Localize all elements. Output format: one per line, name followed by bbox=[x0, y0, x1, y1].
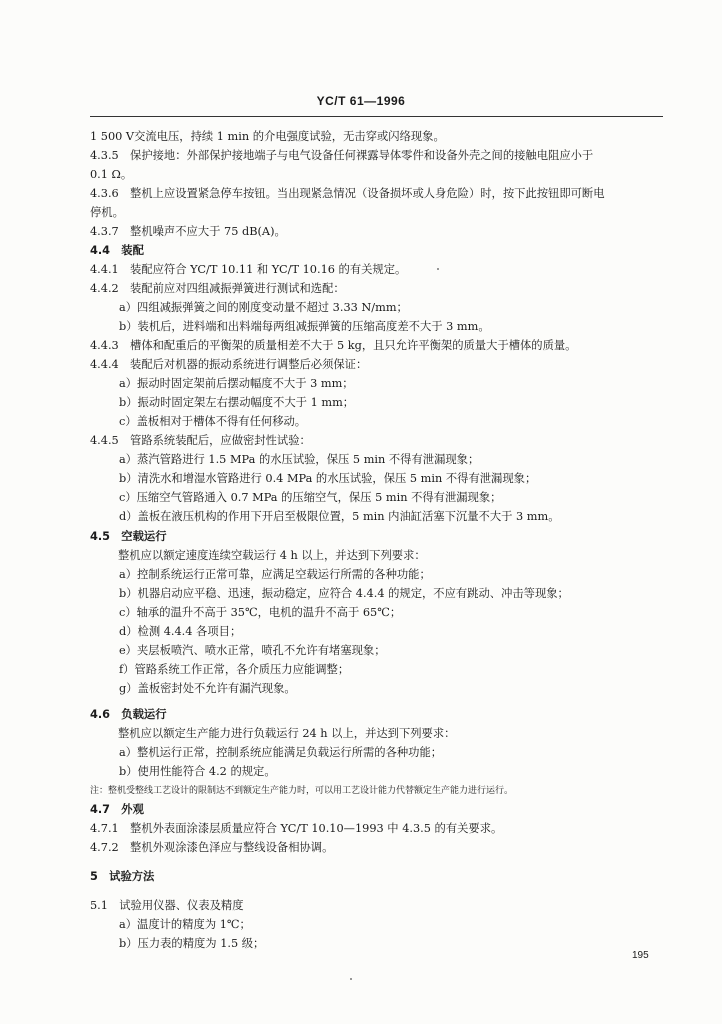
list-item: g）盖板密封处不允许有漏汽现象。 bbox=[119, 682, 296, 695]
clause-5-1: 5.1 试验用仪器、仪表及精度 bbox=[90, 899, 244, 912]
list-item: c）压缩空气管路通入 0.7 MPa 的压缩空气，保压 5 min 不得有泄漏现象； bbox=[119, 491, 502, 504]
clause-4-7-2: 4.7.2 整机外观涂漆色泽应与整线设备相协调。 bbox=[90, 841, 334, 854]
list-item: d）盖板在液压机构的作用下开启至极限位置，5 min 内油缸活塞下沉量不大于 3 mm。 bbox=[119, 510, 560, 523]
clause-4-3-7: 4.3.7 整机噪声不应大于 75 dB(A)。 bbox=[90, 225, 286, 238]
list-item: b）振动时固定架左右摆动幅度不大于 1 mm； bbox=[119, 396, 355, 409]
list-item: e）夹层板喷汽、喷水正常，喷孔不允许有堵塞现象； bbox=[119, 644, 386, 657]
page-header-title: YC/T 61—1996 bbox=[316, 94, 406, 108]
clause-4-7-1: 4.7.1 整机外表面涂漆层质量应符合 YC/T 10.10—1993 中 4.3.5 的有关要求。 bbox=[90, 822, 503, 835]
section-5-heading: 5 试验方法 bbox=[90, 870, 155, 883]
list-item: b）压力表的精度为 1.5 级； bbox=[119, 937, 265, 950]
clause-4-4-3: 4.4.3 槽体和配重后的平衡架的质量相差不大于 5 kg，且只允许平衡架的质量大于槽体的质量。 bbox=[90, 339, 577, 352]
scan-speck bbox=[437, 268, 439, 270]
clause-4-3-6: 4.3.6 整机上应设置紧急停车按钮。当出现紧急情况（设备损坏或人身危险）时，按下此按钮即可断电 bbox=[90, 187, 605, 200]
text-line: 1 500 V交流电压，持续 1 min 的介电强度试验，无击穿或闪络现象。 bbox=[90, 130, 445, 143]
list-item: c）盖板相对于槽体不得有任何移动。 bbox=[119, 415, 307, 428]
list-item: a）温度计的精度为 1℃； bbox=[119, 918, 251, 931]
clause-4-4-2: 4.4.2 装配前应对四组减振弹簧进行测试和选配： bbox=[90, 282, 345, 295]
list-item: b）清洗水和增湿水管路进行 0.4 MPa 的水压试验，保压 5 min 不得有泄漏现象； bbox=[119, 472, 537, 485]
list-item: a）控制系统运行正常可靠，应满足空载运行所需的各种功能； bbox=[119, 568, 431, 581]
paragraph: 整机应以额定生产能力进行负载运行 24 h 以上，并达到下列要求： bbox=[118, 727, 456, 740]
text-line: 0.1 Ω。 bbox=[90, 168, 133, 181]
section-4-4-heading: 4.4 装配 bbox=[90, 244, 144, 257]
paragraph: 整机应以额定速度连续空载运行 4 h 以上，并达到下列要求： bbox=[118, 549, 426, 562]
list-item: d）检测 4.4.4 各项目； bbox=[119, 625, 242, 638]
list-item: a）四组减振弹簧之间的刚度变动量不超过 3.33 N/mm； bbox=[119, 301, 408, 314]
clause-4-4-4: 4.4.4 装配后对机器的振动系统进行调整后必须保证： bbox=[90, 358, 368, 371]
scan-speck bbox=[350, 978, 352, 980]
list-item: a）振动时固定架前后摆动幅度不大于 3 mm； bbox=[119, 377, 354, 390]
list-item: a）整机运行正常，控制系统应能满足负载运行所需的各种功能； bbox=[119, 746, 443, 759]
section-4-6-heading: 4.6 负载运行 bbox=[90, 708, 167, 721]
text-line: 停机。 bbox=[90, 206, 124, 219]
list-item: c）轴承的温升不高于 35℃，电机的温升不高于 65℃； bbox=[119, 606, 402, 619]
clause-4-4-5: 4.4.5 管路系统装配后，应做密封性试验： bbox=[90, 434, 311, 447]
clause-4-3-5: 4.3.5 保护接地：外部保护接地端子与电气设备任何裸露导体零件和设备外壳之间的接触电阻应小于 bbox=[90, 149, 594, 162]
note: 注：整机受整线工艺设计的限制达不到额定生产能力时，可以用工艺设计能力代替额定生产能力进行运行。 bbox=[90, 786, 514, 796]
page-number: 195 bbox=[632, 950, 649, 961]
header-rule bbox=[90, 116, 663, 117]
section-4-7-heading: 4.7 外观 bbox=[90, 803, 144, 816]
list-item: f）管路系统工作正常，各介质压力应能调整； bbox=[119, 663, 350, 676]
list-item: a）蒸汽管路进行 1.5 MPa 的水压试验，保压 5 min 不得有泄漏现象； bbox=[119, 453, 480, 466]
section-4-5-heading: 4.5 空载运行 bbox=[90, 530, 167, 543]
list-item: b）机器启动应平稳、迅速，振动稳定，应符合 4.4.4 的规定，不应有跳动、冲击等现象； bbox=[119, 587, 569, 600]
clause-4-4-1: 4.4.1 装配应符合 YC/T 10.11 和 YC/T 10.16 的有关规定。 bbox=[90, 263, 407, 276]
list-item: b）使用性能符合 4.2 的规定。 bbox=[119, 765, 276, 778]
list-item: b）装机后，进料端和出料端每两组减振弹簧的压缩高度差不大于 3 mm。 bbox=[119, 320, 490, 333]
